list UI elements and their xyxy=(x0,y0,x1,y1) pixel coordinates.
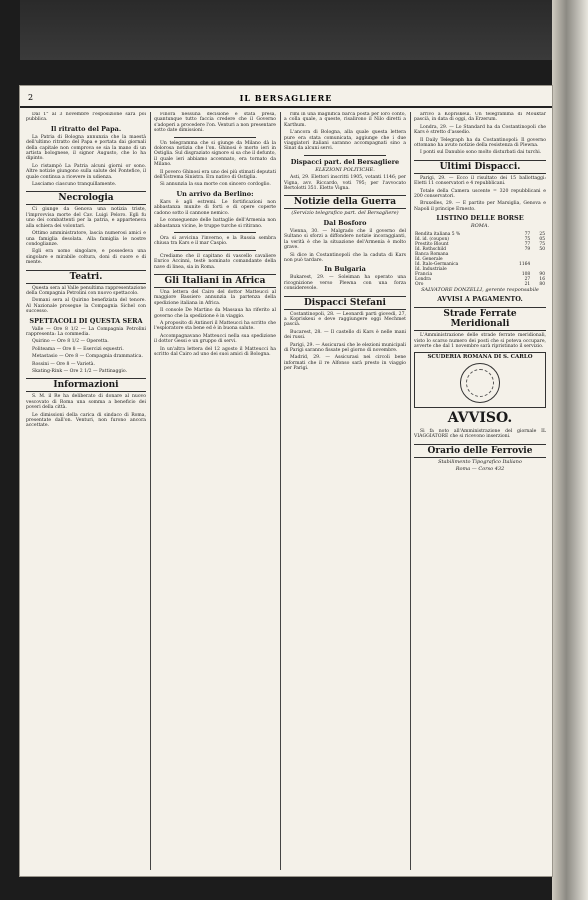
article-paragraph: Il Daily Telegraph ha da Costantinopoli: Il governo ottomano ha avuto notizie della resistenza di Plewna. xyxy=(414,137,546,149)
section-heading: Teatri. xyxy=(26,270,146,284)
article-paragraph: Ci giunge da Genova una notizia triste, l'improvvisa morte del Cav. Luigi Peloro. Egli fu uno dei combattenti per la patria, e apparteneva alla schiera dei volontari. xyxy=(26,207,146,229)
article-paragraph: Crediamo che il capitano di vascello cavaliere Enrico Accinni, testè nominato comandante della nave di linea, sia in Roma. xyxy=(154,253,276,270)
page-header xyxy=(20,90,552,108)
column-3 xyxy=(284,112,406,870)
column-4 xyxy=(414,112,546,870)
article-paragraph: Metastasio — Ore 8 — Compagnia drammatica. xyxy=(32,354,143,360)
article-paragraph: Asti, 29. Elettori inscritti 1905, votanti 1146; per Vigna, avv. Riccardo, voti 795; per l'avvocato Bertolotti 351. Eletto Vigna. xyxy=(284,175,406,192)
column-divider xyxy=(280,112,281,870)
section-subtitle: ROMA. xyxy=(470,223,490,230)
article-paragraph: Un telegramma che si giunge da Milano dà la dolorosa notizia che l'on. Ghinosi è morto ieri in Ostiglia. Sul disgraziato signore si sa che il defunto, il quale ieri abbiamo accennato, era tornato da Milano. xyxy=(154,140,276,168)
article-paragraph: S. M. il Re ha deliberato di donare al nuovo vescovato di Roma una somma a beneficio dei poveri della città. xyxy=(26,394,146,411)
table-cell: Londra xyxy=(415,276,431,282)
table-cell: Id. Industriale xyxy=(415,266,447,272)
table-cell: 90 xyxy=(539,271,545,277)
section-separator xyxy=(174,232,256,233)
section-heading: Dispacci Stefani xyxy=(284,296,406,310)
table-cell: 79 xyxy=(524,246,531,252)
subsection-heading: Dal Bosforo xyxy=(323,218,367,227)
section-heading: Orario delle Ferrovie xyxy=(414,444,546,458)
seal-emblem-icon xyxy=(460,363,500,403)
section-separator xyxy=(304,155,386,156)
article-paragraph: arrivo a Kopriskeui. Un telegramma di Mouktar pascià, in data di oggi, da Erzerum. xyxy=(414,112,546,123)
table-cell: 80 xyxy=(539,281,545,287)
article-paragraph: Dal 1° al 3 novembre l'esposizione sarà poi pubblica. xyxy=(26,112,146,123)
subsection-heading: LISTINO DELLE BORSE xyxy=(436,214,524,223)
column-divider xyxy=(410,112,411,870)
subsection-heading: AVVISI A PAGAMENTO. xyxy=(437,295,523,304)
article-paragraph: Lo ristampò La Patria alcuni giorni or sono. Altre notizie giungono sulla salute del Pontefice, il quale continua a ricevere in udienza. xyxy=(26,163,146,180)
table-cell: Banca Romana xyxy=(415,251,449,257)
article-paragraph: Le conseguenze delle battaglie dell'Armenia non abbastanza vicine, le truppe turche si ritirano. xyxy=(154,218,276,229)
subsection-heading: In Bulgaria xyxy=(324,265,366,274)
article-paragraph: Costantinopoli, 28. — Leonardi parti giovedì, 27, a Kopriskeui e deve raggiungere oggi Mechmet pascià. xyxy=(284,311,406,328)
article-paragraph: L'ancora di Bologna, alla quale questa lettera pure era stata comunicata, aggiunge che i due viaggiatori italiani saranno accompagnati sino a Sinat da alcuni servi. xyxy=(284,130,406,152)
article-paragraph: Ora si avvicina l'inverno, e la Russia sembra chiusa tra Kars e il mar Caspio. xyxy=(154,235,276,247)
article-paragraph: Rossini — Ore 8 — Varietà. xyxy=(32,361,95,367)
table-cell: 1164 xyxy=(519,261,531,267)
article-paragraph: A proposito di Antinori il Matteucci ha scritto che l'esploratore sta bene ed è in buona salute. xyxy=(154,320,276,332)
section-heading: Strade Ferrate Meridionali xyxy=(414,307,546,331)
subsection-heading: Un arrivo da Berlino: xyxy=(176,189,254,198)
article-paragraph: Madrid, 29. — Assicurasi nei circoli bene informati che il re Alfonso sarà presto in viaggio per Parigi. xyxy=(284,355,406,372)
table-cell: Prestito Blount xyxy=(415,241,449,247)
article-paragraph: Questa sera al Valle penultima rappresentazione della Compagnia Petrolini con nuovo spettacolo. xyxy=(26,285,146,296)
table-cell: 75 xyxy=(524,236,531,242)
column-2 xyxy=(154,112,276,870)
section-subtitle: Stabilimento Tipografico Italiano xyxy=(438,458,522,465)
article-paragraph: I ponti sul Danubio sono molto disturbati dai turchi. xyxy=(420,150,542,156)
section-subtitle: Roma — Corso 432 xyxy=(455,465,505,472)
table-cell: Id. Generale xyxy=(415,256,443,262)
article-paragraph: Bucarest, 28. — Il castello di Kars è nelle mani dei russi. xyxy=(284,329,406,341)
table-cell: 21 xyxy=(524,281,531,287)
advertisement-box xyxy=(414,352,546,407)
table-cell: Rendita italiana 5 % xyxy=(415,231,461,237)
subsection-heading: Dispacci part. del Bersagliere xyxy=(290,157,400,166)
article-paragraph: Quirino — Ore 8 1/2 — Operetta. xyxy=(32,339,109,345)
section-subtitle: (Servizio telegrafico part. del Bersagliere) xyxy=(291,210,399,217)
article-paragraph: Egli era uomo singolare, e possedeva una singolare e mirabile coltura, doni di cuore e di mente. xyxy=(26,249,146,266)
article-paragraph: Finora nessuna decisione è stata presa, quantunque tutto faccia credere che il Governo s'adoperi a procedere l'on. Venturi a non presentare sotto date dimissioni. xyxy=(154,112,276,134)
article-paragraph: Parigi, 29. — Ecco il risultato dei 15 ballottaggi: Eletti 11 conservatori e 4 repubblicani. xyxy=(414,175,546,187)
article-paragraph: In un'altra lettera del 12 agosto il Matteucci ha scritto dal Cairo ad uno dei suoi amici di Bologna. xyxy=(154,346,276,357)
subsection-heading: SPETTACOLI DI QUESTA SERA xyxy=(29,316,143,325)
table-cell: 27 xyxy=(524,276,531,282)
article-paragraph: Si annunzia la sua morte con sincero cordoglio. xyxy=(160,182,271,188)
section-subtitle: SALVATORE DONZELLI, gerente responsabile xyxy=(421,286,539,293)
newspaper-title: IL BERSAGLIERE xyxy=(239,93,333,103)
article-paragraph: Parigi, 29. — Assicurasi che le elezioni municipali di Parigi saranno fissate pel giorno di novembre. xyxy=(284,342,406,353)
article-paragraph: Il povero Ghinosi era uno dei più stimati deputati dell'Estrema Sinistra. Era nativo di Ostiglia. xyxy=(154,169,276,181)
article-paragraph: Kars è agli estremi. Le fortificazioni non abbastanza munite di forti e di opere coperte cadono sotto il cannone nemico. xyxy=(154,199,276,216)
section-heading: Gli Italiani in Africa xyxy=(154,274,276,288)
article-paragraph: Il console De Martino da Massaua ha riferito al governo che la spedizione è in viaggio. xyxy=(154,308,276,319)
column-1 xyxy=(26,112,146,870)
table-cell: 108 xyxy=(521,271,531,277)
section-subtitle: ELEZIONI POLITICHE. xyxy=(315,166,375,173)
article-paragraph: Lasciamo ciascuno tranquillamente. xyxy=(32,182,117,188)
table-cell: Oro xyxy=(415,281,424,287)
table-cell: Id. Italo-Germanica xyxy=(415,261,459,267)
table-row xyxy=(414,282,546,287)
article-paragraph: Bukarest, 29. — Soleiman ha operato una ricognizione verso Plewna con una forza considerevole. xyxy=(284,275,406,292)
table-cell: Id. id. (coupon) xyxy=(415,236,449,242)
article-paragraph: Totale della Camera uscente = 320 repubblicani e 200 conservatori. xyxy=(414,188,546,200)
article-paragraph: Si fa noto all'Amministrazione del giornale IL VIAGGIATORE che si ricevono inserzioni. xyxy=(414,428,546,440)
article-paragraph: Si dice in Costantinopoli che la caduta di Kars non può tardare. xyxy=(284,252,406,263)
section-heading: Ultimi Dispacci. xyxy=(414,160,546,174)
column-divider xyxy=(150,112,151,870)
table-cell: 77 xyxy=(524,241,531,247)
article-paragraph: Una lettera del Cairo del dottor Matteucci al maggiore Bassiero annunzia la partenza della spedizione italiana in Africa. xyxy=(154,289,276,306)
article-paragraph: Valle — Ore 8 1/2 — La Compagnia Petrolini rappresenta: La commedia. xyxy=(26,326,146,337)
subsection-heading: Il ritratto del Papa. xyxy=(50,124,122,133)
article-paragraph: Ottimo amministratore, lascia numerosi amici e una famiglia desolata. Alla famiglia le nostre condoglianze. xyxy=(26,231,146,247)
article-paragraph: Londra, 29. — Lo Standard ha da Costantinopoli che Kars è stretto d'assedio. xyxy=(414,124,546,136)
notice-heading: AVVISO. xyxy=(447,409,513,426)
table-cell: 05 xyxy=(539,236,545,242)
table-cell: Francia xyxy=(415,271,433,277)
film-edge-top xyxy=(20,0,552,60)
newspaper-page xyxy=(20,86,552,876)
section-heading: Informazioni xyxy=(26,378,146,392)
article-paragraph: Domani sera al Quirino benefiziata del tenore. Al Nazionale prosegue la Compagnia Sichel con successo. xyxy=(26,298,146,315)
table-cell: 77 xyxy=(524,231,531,237)
stock-listing-table xyxy=(414,232,546,287)
table-cell: 75 xyxy=(539,241,545,247)
film-edge-right xyxy=(552,0,588,900)
table-cell: 16 xyxy=(539,276,545,282)
section-heading: Notizie della Guerra xyxy=(284,195,406,209)
table-cell: 25 xyxy=(539,231,545,237)
table-cell: 50 xyxy=(539,246,545,252)
section-separator xyxy=(174,137,256,138)
article-paragraph: rimi in una magnifica barca posta per loro conto, a colla quale, a queste, risalirono il Nilo diretti a Karthum. xyxy=(284,112,406,128)
section-heading: Necrologia xyxy=(26,191,146,205)
article-paragraph: L'Amministrazione delle strade ferrate meridionali, visto lo scarso numero dei posti che si poteva occupare, avverte che dal 1 novembre sarà ripristinato il servizio. xyxy=(414,333,546,349)
article-paragraph: Le dimissioni della carica di sindaco di Roma, presentate dall'on. Venturi, non furono ancora accettate. xyxy=(26,412,146,429)
article-paragraph: Vienna, 30. — Malgrado che il governo del Sultano si sforzi a diffondere notizie incoraggianti, la verità è che la situazione del'Armenia è molto grave. xyxy=(284,228,406,251)
article-paragraph: Politeama — Ore 8 — Esercizi equestri. xyxy=(32,346,124,352)
article-paragraph: Accompagnavano Matteucci nella sua spedizione il dottor Gessi e un gruppo di servi. xyxy=(154,333,276,345)
advertisement-caption: SCUDERIA ROMANA DI S. CARLO xyxy=(427,354,533,361)
article-paragraph: Skating-Rink — Ore 2 1/2 — Pattinaggio. xyxy=(32,369,128,374)
page-number: 2 xyxy=(28,93,34,102)
section-separator xyxy=(174,250,256,251)
table-cell: Id. Rothschild xyxy=(415,246,447,252)
article-paragraph: Bruxelles, 29. — E partito per Marsiglia, Genova e Napoli il principe Ernesto. xyxy=(414,201,546,212)
article-paragraph: La Patria di Bologna annunzia che la maestà dell'ultimo ritratto del Papa e portata dai giornali della capitale non comprova se sia la mano di un artista bolognese, il signor Augusto, che lo ha dipinto. xyxy=(26,134,146,162)
